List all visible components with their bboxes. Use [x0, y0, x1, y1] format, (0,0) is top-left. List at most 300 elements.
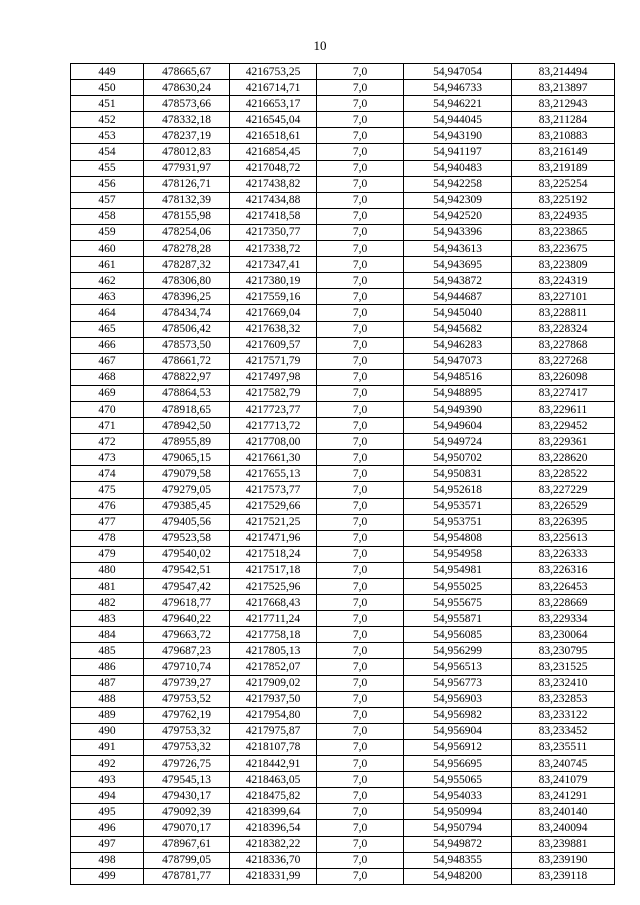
y-coordinate-cell: 4217525,96	[230, 579, 317, 595]
value-cell: 7,0	[317, 530, 404, 546]
latitude-cell: 54,950994	[404, 804, 512, 820]
point-number-cell: 458	[71, 208, 144, 224]
latitude-cell: 54,950831	[404, 466, 512, 482]
x-coordinate-cell: 479545,13	[144, 772, 230, 788]
y-coordinate-cell: 4218475,82	[230, 788, 317, 804]
value-cell: 7,0	[317, 224, 404, 240]
longitude-cell: 83,226529	[512, 498, 615, 514]
point-number-cell: 468	[71, 369, 144, 385]
x-coordinate-cell: 478396,25	[144, 289, 230, 305]
latitude-cell: 54,949604	[404, 418, 512, 434]
longitude-cell: 83,224319	[512, 273, 615, 289]
latitude-cell: 54,946221	[404, 96, 512, 112]
table-row	[71, 353, 615, 369]
latitude-cell: 54,955025	[404, 579, 512, 595]
latitude-cell: 54,943396	[404, 224, 512, 240]
table-row	[71, 208, 615, 224]
value-cell: 7,0	[317, 498, 404, 514]
longitude-cell: 83,226098	[512, 369, 615, 385]
point-number-cell: 480	[71, 562, 144, 578]
latitude-cell: 54,956773	[404, 675, 512, 691]
point-number-cell: 491	[71, 739, 144, 755]
longitude-cell: 83,219189	[512, 160, 615, 176]
table-row	[71, 546, 615, 562]
point-number-cell: 464	[71, 305, 144, 321]
longitude-cell: 83,241291	[512, 788, 615, 804]
longitude-cell: 83,229611	[512, 401, 615, 417]
table-row	[71, 257, 615, 273]
longitude-cell: 83,231525	[512, 659, 615, 675]
table-row	[71, 579, 615, 595]
longitude-cell: 83,212943	[512, 96, 615, 112]
table-row	[71, 418, 615, 434]
value-cell: 7,0	[317, 273, 404, 289]
table-row	[71, 611, 615, 627]
latitude-cell: 54,954808	[404, 530, 512, 546]
x-coordinate-cell: 478126,71	[144, 176, 230, 192]
y-coordinate-cell: 4217497,98	[230, 369, 317, 385]
latitude-cell: 54,945040	[404, 305, 512, 321]
table-row	[71, 112, 615, 128]
latitude-cell: 54,943190	[404, 128, 512, 144]
table-row	[71, 224, 615, 240]
point-number-cell: 495	[71, 804, 144, 820]
value-cell: 7,0	[317, 691, 404, 707]
table-row	[71, 756, 615, 772]
x-coordinate-cell: 479279,05	[144, 482, 230, 498]
table-row	[71, 289, 615, 305]
longitude-cell: 83,228522	[512, 466, 615, 482]
x-coordinate-cell: 477931,97	[144, 160, 230, 176]
latitude-cell: 54,954981	[404, 562, 512, 578]
table-row	[71, 788, 615, 804]
x-coordinate-cell: 478306,80	[144, 273, 230, 289]
longitude-cell: 83,228669	[512, 595, 615, 611]
point-number-cell: 494	[71, 788, 144, 804]
y-coordinate-cell: 4217518,24	[230, 546, 317, 562]
value-cell: 7,0	[317, 128, 404, 144]
point-number-cell: 485	[71, 643, 144, 659]
value-cell: 7,0	[317, 160, 404, 176]
value-cell: 7,0	[317, 707, 404, 723]
longitude-cell: 83,229452	[512, 418, 615, 434]
x-coordinate-cell: 478630,24	[144, 80, 230, 96]
longitude-cell: 83,225613	[512, 530, 615, 546]
latitude-cell: 54,941197	[404, 144, 512, 160]
y-coordinate-cell: 4217529,66	[230, 498, 317, 514]
y-coordinate-cell: 4217347,41	[230, 257, 317, 273]
x-coordinate-cell: 479687,23	[144, 643, 230, 659]
latitude-cell: 54,943613	[404, 241, 512, 257]
latitude-cell: 54,956513	[404, 659, 512, 675]
point-number-cell: 472	[71, 434, 144, 450]
latitude-cell: 54,956085	[404, 627, 512, 643]
x-coordinate-cell: 479710,74	[144, 659, 230, 675]
y-coordinate-cell: 4217937,50	[230, 691, 317, 707]
point-number-cell: 465	[71, 321, 144, 337]
latitude-cell: 54,940483	[404, 160, 512, 176]
value-cell: 7,0	[317, 241, 404, 257]
latitude-cell: 54,956912	[404, 739, 512, 755]
point-number-cell: 492	[71, 756, 144, 772]
longitude-cell: 83,211284	[512, 112, 615, 128]
point-number-cell: 452	[71, 112, 144, 128]
y-coordinate-cell: 4217708,00	[230, 434, 317, 450]
point-number-cell: 466	[71, 337, 144, 353]
table-row	[71, 691, 615, 707]
latitude-cell: 54,948895	[404, 385, 512, 401]
x-coordinate-cell: 478661,72	[144, 353, 230, 369]
y-coordinate-cell: 4217434,88	[230, 192, 317, 208]
longitude-cell: 83,239118	[512, 868, 615, 884]
point-number-cell: 482	[71, 595, 144, 611]
table-row	[71, 868, 615, 884]
x-coordinate-cell: 479065,15	[144, 450, 230, 466]
value-cell: 7,0	[317, 80, 404, 96]
table-row	[71, 160, 615, 176]
latitude-cell: 54,949724	[404, 434, 512, 450]
x-coordinate-cell: 479547,42	[144, 579, 230, 595]
latitude-cell: 54,956903	[404, 691, 512, 707]
x-coordinate-cell: 478799,05	[144, 852, 230, 868]
latitude-cell: 54,955065	[404, 772, 512, 788]
y-coordinate-cell: 4217655,13	[230, 466, 317, 482]
point-number-cell: 496	[71, 820, 144, 836]
value-cell: 7,0	[317, 643, 404, 659]
y-coordinate-cell: 4217669,04	[230, 305, 317, 321]
y-coordinate-cell: 4218396,54	[230, 820, 317, 836]
point-number-cell: 455	[71, 160, 144, 176]
longitude-cell: 83,227868	[512, 337, 615, 353]
longitude-cell: 83,210883	[512, 128, 615, 144]
y-coordinate-cell: 4217559,16	[230, 289, 317, 305]
y-coordinate-cell: 4216753,25	[230, 64, 317, 80]
value-cell: 7,0	[317, 305, 404, 321]
y-coordinate-cell: 4217805,13	[230, 643, 317, 659]
longitude-cell: 83,240094	[512, 820, 615, 836]
y-coordinate-cell: 4217521,25	[230, 514, 317, 530]
value-cell: 7,0	[317, 562, 404, 578]
latitude-cell: 54,953751	[404, 514, 512, 530]
point-number-cell: 493	[71, 772, 144, 788]
table-row	[71, 482, 615, 498]
longitude-cell: 83,228811	[512, 305, 615, 321]
table-row	[71, 643, 615, 659]
value-cell: 7,0	[317, 868, 404, 884]
value-cell: 7,0	[317, 482, 404, 498]
point-number-cell: 481	[71, 579, 144, 595]
point-number-cell: 483	[71, 611, 144, 627]
value-cell: 7,0	[317, 546, 404, 562]
longitude-cell: 83,223675	[512, 241, 615, 257]
y-coordinate-cell: 4217380,19	[230, 273, 317, 289]
value-cell: 7,0	[317, 144, 404, 160]
y-coordinate-cell: 4217582,79	[230, 385, 317, 401]
y-coordinate-cell: 4217954,80	[230, 707, 317, 723]
longitude-cell: 83,214494	[512, 64, 615, 80]
y-coordinate-cell: 4217975,87	[230, 723, 317, 739]
table-row	[71, 707, 615, 723]
value-cell: 7,0	[317, 836, 404, 852]
table-row	[71, 144, 615, 160]
coordinates-table	[70, 63, 615, 885]
value-cell: 7,0	[317, 112, 404, 128]
table-row	[71, 176, 615, 192]
longitude-cell: 83,229361	[512, 434, 615, 450]
latitude-cell: 54,952618	[404, 482, 512, 498]
point-number-cell: 459	[71, 224, 144, 240]
latitude-cell: 54,950702	[404, 450, 512, 466]
point-number-cell: 490	[71, 723, 144, 739]
value-cell: 7,0	[317, 401, 404, 417]
value-cell: 7,0	[317, 514, 404, 530]
point-number-cell: 489	[71, 707, 144, 723]
y-coordinate-cell: 4216518,61	[230, 128, 317, 144]
value-cell: 7,0	[317, 434, 404, 450]
table-row	[71, 820, 615, 836]
point-number-cell: 498	[71, 852, 144, 868]
value-cell: 7,0	[317, 208, 404, 224]
longitude-cell: 83,213897	[512, 80, 615, 96]
point-number-cell: 456	[71, 176, 144, 192]
table-row	[71, 434, 615, 450]
y-coordinate-cell: 4217638,32	[230, 321, 317, 337]
x-coordinate-cell: 479726,75	[144, 756, 230, 772]
y-coordinate-cell: 4217338,72	[230, 241, 317, 257]
table-row	[71, 401, 615, 417]
value-cell: 7,0	[317, 820, 404, 836]
value-cell: 7,0	[317, 176, 404, 192]
x-coordinate-cell: 479385,45	[144, 498, 230, 514]
point-number-cell: 470	[71, 401, 144, 417]
value-cell: 7,0	[317, 659, 404, 675]
value-cell: 7,0	[317, 369, 404, 385]
latitude-cell: 54,956904	[404, 723, 512, 739]
latitude-cell: 54,954033	[404, 788, 512, 804]
point-number-cell: 451	[71, 96, 144, 112]
value-cell: 7,0	[317, 772, 404, 788]
y-coordinate-cell: 4217609,57	[230, 337, 317, 353]
longitude-cell: 83,227417	[512, 385, 615, 401]
x-coordinate-cell: 478155,98	[144, 208, 230, 224]
value-cell: 7,0	[317, 96, 404, 112]
value-cell: 7,0	[317, 852, 404, 868]
latitude-cell: 54,949872	[404, 836, 512, 852]
longitude-cell: 83,226316	[512, 562, 615, 578]
x-coordinate-cell: 478278,28	[144, 241, 230, 257]
latitude-cell: 54,944687	[404, 289, 512, 305]
x-coordinate-cell: 478573,50	[144, 337, 230, 353]
x-coordinate-cell: 479092,39	[144, 804, 230, 820]
coordinates-table-body	[71, 64, 615, 885]
table-row	[71, 627, 615, 643]
latitude-cell: 54,944045	[404, 112, 512, 128]
value-cell: 7,0	[317, 595, 404, 611]
x-coordinate-cell: 478237,19	[144, 128, 230, 144]
x-coordinate-cell: 478332,18	[144, 112, 230, 128]
value-cell: 7,0	[317, 64, 404, 80]
y-coordinate-cell: 4217661,30	[230, 450, 317, 466]
table-row	[71, 804, 615, 820]
latitude-cell: 54,948516	[404, 369, 512, 385]
point-number-cell: 499	[71, 868, 144, 884]
y-coordinate-cell: 4218336,70	[230, 852, 317, 868]
x-coordinate-cell: 479739,27	[144, 675, 230, 691]
x-coordinate-cell: 479640,22	[144, 611, 230, 627]
point-number-cell: 461	[71, 257, 144, 273]
y-coordinate-cell: 4217909,02	[230, 675, 317, 691]
table-row	[71, 739, 615, 755]
point-number-cell: 476	[71, 498, 144, 514]
value-cell: 7,0	[317, 756, 404, 772]
longitude-cell: 83,226333	[512, 546, 615, 562]
y-coordinate-cell: 4217723,77	[230, 401, 317, 417]
x-coordinate-cell: 479753,32	[144, 739, 230, 755]
latitude-cell: 54,943872	[404, 273, 512, 289]
y-coordinate-cell: 4217571,79	[230, 353, 317, 369]
x-coordinate-cell: 478434,74	[144, 305, 230, 321]
x-coordinate-cell: 479540,02	[144, 546, 230, 562]
latitude-cell: 54,949390	[404, 401, 512, 417]
y-coordinate-cell: 4217852,07	[230, 659, 317, 675]
table-row	[71, 80, 615, 96]
table-row	[71, 305, 615, 321]
latitude-cell: 54,953571	[404, 498, 512, 514]
value-cell: 7,0	[317, 450, 404, 466]
table-row	[71, 723, 615, 739]
value-cell: 7,0	[317, 627, 404, 643]
point-number-cell: 486	[71, 659, 144, 675]
point-number-cell: 474	[71, 466, 144, 482]
longitude-cell: 83,226453	[512, 579, 615, 595]
point-number-cell: 473	[71, 450, 144, 466]
point-number-cell: 449	[71, 64, 144, 80]
y-coordinate-cell: 4218107,78	[230, 739, 317, 755]
longitude-cell: 83,232853	[512, 691, 615, 707]
table-row	[71, 192, 615, 208]
x-coordinate-cell: 479523,58	[144, 530, 230, 546]
point-number-cell: 477	[71, 514, 144, 530]
y-coordinate-cell: 4217418,58	[230, 208, 317, 224]
longitude-cell: 83,224935	[512, 208, 615, 224]
longitude-cell: 83,239190	[512, 852, 615, 868]
y-coordinate-cell: 4217471,96	[230, 530, 317, 546]
longitude-cell: 83,225254	[512, 176, 615, 192]
latitude-cell: 54,956299	[404, 643, 512, 659]
y-coordinate-cell: 4217048,72	[230, 160, 317, 176]
x-coordinate-cell: 478506,42	[144, 321, 230, 337]
y-coordinate-cell: 4217438,82	[230, 176, 317, 192]
value-cell: 7,0	[317, 804, 404, 820]
longitude-cell: 83,223809	[512, 257, 615, 273]
x-coordinate-cell: 479618,77	[144, 595, 230, 611]
latitude-cell: 54,946283	[404, 337, 512, 353]
table-row	[71, 498, 615, 514]
x-coordinate-cell: 478573,66	[144, 96, 230, 112]
point-number-cell: 462	[71, 273, 144, 289]
longitude-cell: 83,240745	[512, 756, 615, 772]
y-coordinate-cell: 4216653,17	[230, 96, 317, 112]
x-coordinate-cell: 478864,53	[144, 385, 230, 401]
y-coordinate-cell: 4218399,64	[230, 804, 317, 820]
latitude-cell: 54,945682	[404, 321, 512, 337]
longitude-cell: 83,233452	[512, 723, 615, 739]
table-row	[71, 337, 615, 353]
x-coordinate-cell: 479542,51	[144, 562, 230, 578]
table-row	[71, 595, 615, 611]
x-coordinate-cell: 478665,67	[144, 64, 230, 80]
y-coordinate-cell: 4218382,22	[230, 836, 317, 852]
table-row	[71, 241, 615, 257]
point-number-cell: 457	[71, 192, 144, 208]
value-cell: 7,0	[317, 675, 404, 691]
point-number-cell: 467	[71, 353, 144, 369]
latitude-cell: 54,947073	[404, 353, 512, 369]
longitude-cell: 83,227101	[512, 289, 615, 305]
y-coordinate-cell: 4218331,99	[230, 868, 317, 884]
longitude-cell: 83,229334	[512, 611, 615, 627]
x-coordinate-cell: 479753,32	[144, 723, 230, 739]
x-coordinate-cell: 478254,06	[144, 224, 230, 240]
value-cell: 7,0	[317, 337, 404, 353]
table-row	[71, 96, 615, 112]
x-coordinate-cell: 479070,17	[144, 820, 230, 836]
y-coordinate-cell: 4216854,45	[230, 144, 317, 160]
y-coordinate-cell: 4217517,18	[230, 562, 317, 578]
latitude-cell: 54,950794	[404, 820, 512, 836]
latitude-cell: 54,954958	[404, 546, 512, 562]
longitude-cell: 83,239881	[512, 836, 615, 852]
x-coordinate-cell: 479405,56	[144, 514, 230, 530]
value-cell: 7,0	[317, 579, 404, 595]
point-number-cell: 484	[71, 627, 144, 643]
y-coordinate-cell: 4217668,43	[230, 595, 317, 611]
table-row	[71, 369, 615, 385]
value-cell: 7,0	[317, 192, 404, 208]
point-number-cell: 488	[71, 691, 144, 707]
longitude-cell: 83,228324	[512, 321, 615, 337]
x-coordinate-cell: 479762,19	[144, 707, 230, 723]
latitude-cell: 54,956982	[404, 707, 512, 723]
latitude-cell: 54,948355	[404, 852, 512, 868]
table-row	[71, 514, 615, 530]
point-number-cell: 478	[71, 530, 144, 546]
latitude-cell: 54,947054	[404, 64, 512, 80]
point-number-cell: 463	[71, 289, 144, 305]
x-coordinate-cell: 479079,58	[144, 466, 230, 482]
value-cell: 7,0	[317, 739, 404, 755]
y-coordinate-cell: 4217573,77	[230, 482, 317, 498]
point-number-cell: 453	[71, 128, 144, 144]
longitude-cell: 83,233122	[512, 707, 615, 723]
y-coordinate-cell: 4218463,05	[230, 772, 317, 788]
table-row	[71, 128, 615, 144]
value-cell: 7,0	[317, 353, 404, 369]
point-number-cell: 460	[71, 241, 144, 257]
latitude-cell: 54,955675	[404, 595, 512, 611]
longitude-cell: 83,223865	[512, 224, 615, 240]
longitude-cell: 83,228620	[512, 450, 615, 466]
y-coordinate-cell: 4217758,18	[230, 627, 317, 643]
value-cell: 7,0	[317, 418, 404, 434]
table-row	[71, 659, 615, 675]
longitude-cell: 83,216149	[512, 144, 615, 160]
point-number-cell: 454	[71, 144, 144, 160]
x-coordinate-cell: 478942,50	[144, 418, 230, 434]
latitude-cell: 54,956695	[404, 756, 512, 772]
latitude-cell: 54,942520	[404, 208, 512, 224]
value-cell: 7,0	[317, 466, 404, 482]
